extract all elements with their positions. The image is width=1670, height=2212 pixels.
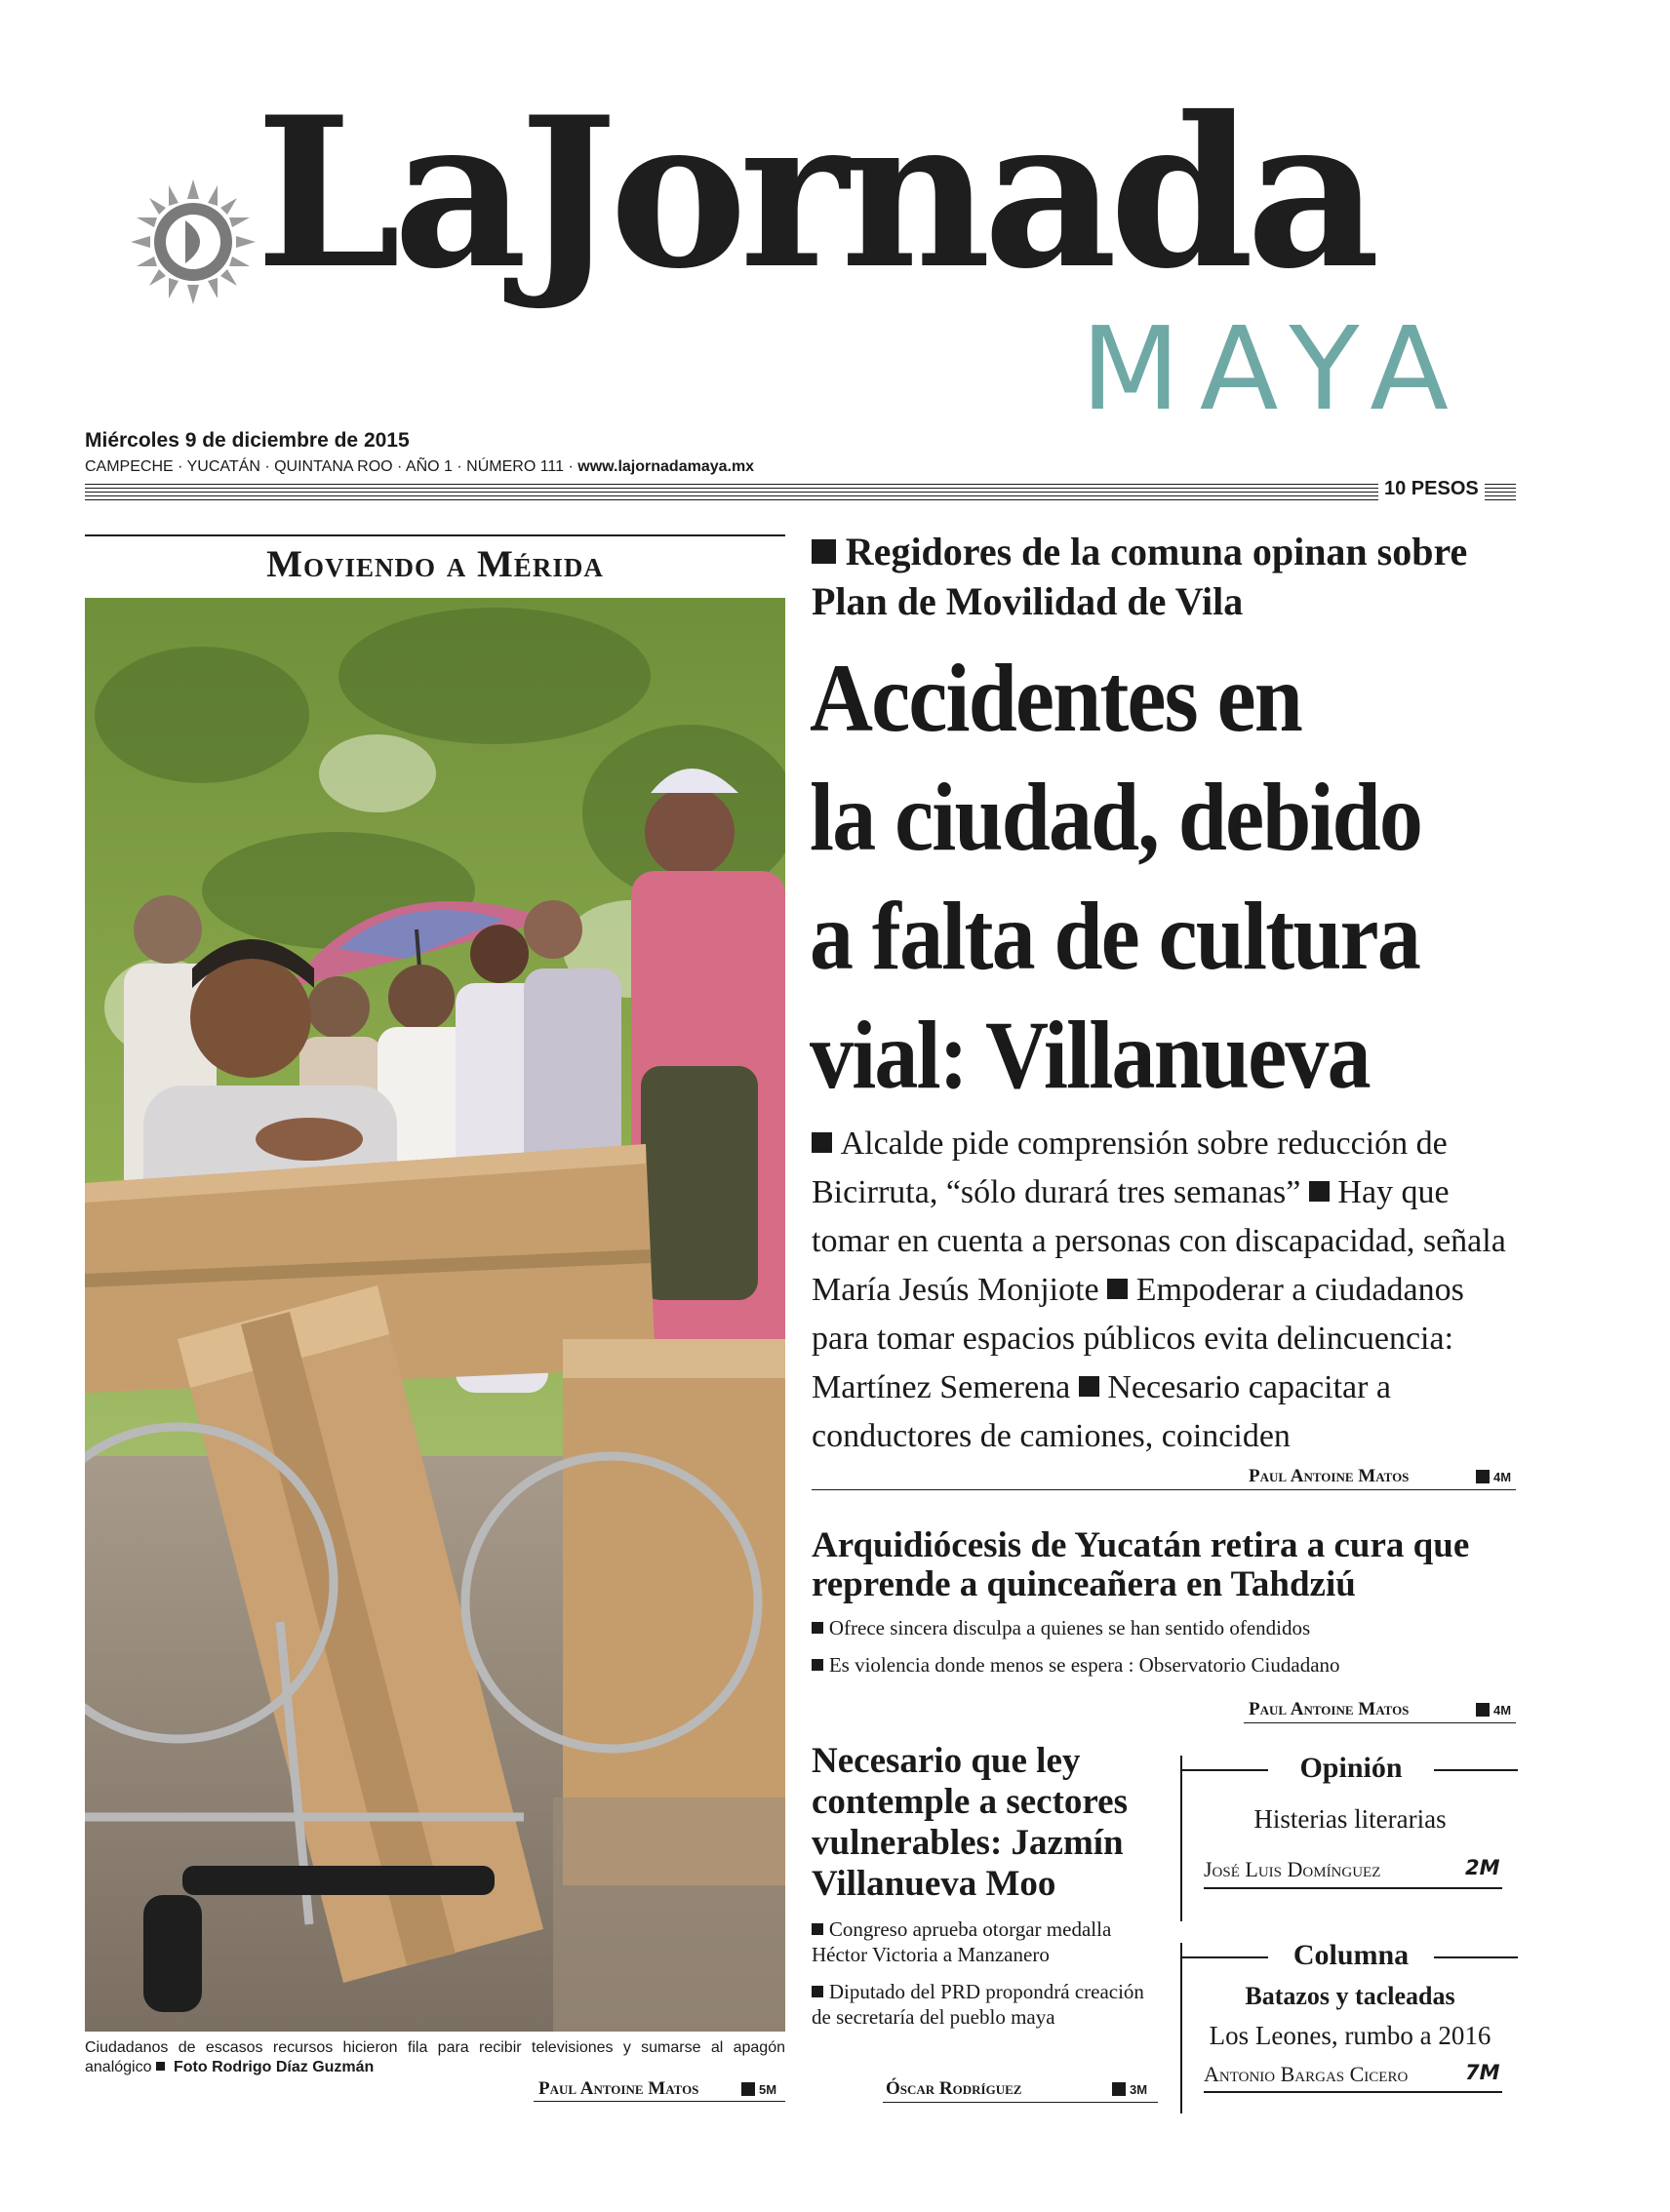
summary-point: Empoderar a ciudadanos para tomar espacios públicos evita delincuencia: Martínez Semerena [812,1272,1464,1405]
lead-author: Paul Antoine Matos [1249,1466,1410,1486]
bullet-square-icon [156,2062,165,2071]
opinion-title: Histerias literarias [1253,1804,1447,1834]
bullet-square-icon [1309,1181,1330,1202]
caption-text: Ciudadanos de escasos recursos hicieron fila para recibir televisiones y sumarse al apagón analógico [85,2039,785,2075]
headline-line: la ciudad, debido [810,763,1422,871]
opinion-author: José Luis Domínguez [1204,1857,1381,1881]
story3-point: Congreso aprueba otorgar medalla Héctor Victoria a Manzanero [812,1917,1112,1966]
bullet-square-icon [1079,1376,1099,1397]
page-square-icon [1476,1470,1490,1483]
story3-headline[interactable]: Necesario que ley contemple a sectores vulnerables: Jazmín Villanueva Moo [812,1741,1128,1904]
story2-point: Es violencia donde menos se espera : Observatorio Ciudadano [812,1646,1516,1683]
opinion-page: 2M [1465,1856,1500,1879]
story2-credit-rule [1244,1722,1516,1723]
photo-kicker: Moviendo a Mérida [266,543,604,585]
photo-top-rule [85,534,785,536]
bullet-square-icon [812,1622,823,1634]
page-square-icon [1112,2082,1126,2096]
price-rule-lines [85,484,1378,500]
column-rule-left [1182,1956,1268,1958]
story2-point: Ofrece sincera disculpa a quienes se han sentido ofendidos [812,1609,1516,1646]
website-link[interactable]: www.lajornadamaya.mx [577,458,755,475]
lead-page-ref[interactable]: 4M [1476,1470,1511,1484]
bullet-square-icon [812,1132,832,1153]
bullet-square-icon [812,1986,823,1997]
story3-credit-rule [883,2102,1158,2103]
photo-credit: Foto Rodrigo Díaz Guzmán [174,2059,375,2075]
photo-author: Paul Antoine Matos [538,2078,699,2099]
opinion-label: Opinión [1299,1752,1403,1784]
opinion-bottom-rule [1204,1887,1502,1889]
photo-page-ref[interactable]: 5M [741,2082,776,2097]
story2-page-ref[interactable]: 4M [1476,1703,1511,1718]
story3-page-ref[interactable]: 3M [1112,2082,1147,2097]
column-label: Columna [1292,1939,1410,1971]
edition-line [85,458,754,476]
date-line: Miércoles 9 de diciembre de 2015 [85,429,410,452]
column-page: 7M [1465,2061,1500,2084]
headline-line: a falta de cultura [810,882,1420,990]
photo-credit-rule [534,2101,785,2102]
price-rule-lines-right [1485,484,1516,500]
lead-summary [812,1120,1516,1461]
lead-credit-rule [812,1489,1516,1490]
photo-wheelchair-boxes[interactable] [85,598,785,2032]
column-bottom-rule [1204,2091,1502,2093]
masthead-subtitle: MAYA [1081,301,1469,436]
bullet-square-icon [812,1659,823,1671]
column-name: Batazos y tacleadas [1245,1982,1455,2010]
column-box[interactable] [1180,1939,1518,2113]
price-text: 10 PESOS [1384,478,1479,499]
sun-logo-icon [125,174,261,310]
story3-author: Óscar Rodríguez [886,2078,1022,2099]
page-square-icon [741,2082,755,2096]
lead-headline[interactable] [810,639,1442,1115]
bullet-square-icon [812,1923,823,1935]
lead-kicker [812,527,1494,626]
price-label [1378,478,1485,500]
story3-point: Diputado del PRD propondrá creación de secretaría del pueblo maya [812,1980,1144,2029]
bullet-square-icon [812,539,836,564]
bullet-square-icon [1107,1279,1128,1299]
masthead [0,0,1670,527]
opinion-box[interactable] [1180,1752,1518,1921]
masthead-title: LaJornada [256,71,1372,314]
lead-kicker-text: Regidores de la comuna opinan sobre Plan de Movilidad de Vila [812,530,1468,623]
opinion-rule-right [1434,1769,1518,1771]
summary-point: Hay que tomar en cuenta a personas con discapacidad, señala María Jesús Monjiote [812,1174,1506,1308]
column-author: Antonio Bargas Cicero [1204,2062,1409,2086]
story3-points [812,1916,1163,2030]
summary-point: Necesario capacitar a conductores de camiones, coinciden [812,1369,1392,1454]
edition-text: CAMPECHE · YUCATÁN · QUINTANA ROO · AÑO 1 · NÚMERO 111 · [85,458,574,475]
column-title: Los Leones, rumbo a 2016 [1209,2021,1491,2050]
photo-caption [85,2038,785,2077]
page-square-icon [1476,1703,1490,1717]
story2-author: Paul Antoine Matos [1249,1699,1410,1719]
opinion-rule-left [1182,1769,1268,1771]
story2-headline[interactable]: Arquidiócesis de Yucatán retira a cura que reprende a quinceañera en Tahdziú [812,1525,1470,1604]
headline-line: vial: Villanueva [810,1001,1370,1109]
story2-points [812,1609,1516,1683]
column-rule-right [1434,1956,1518,1958]
headline-line: Accidentes en [810,644,1301,752]
summary-point: Alcalde pide comprensión sobre reducción de Bicirruta, “sólo durará tres semanas” [812,1126,1448,1210]
